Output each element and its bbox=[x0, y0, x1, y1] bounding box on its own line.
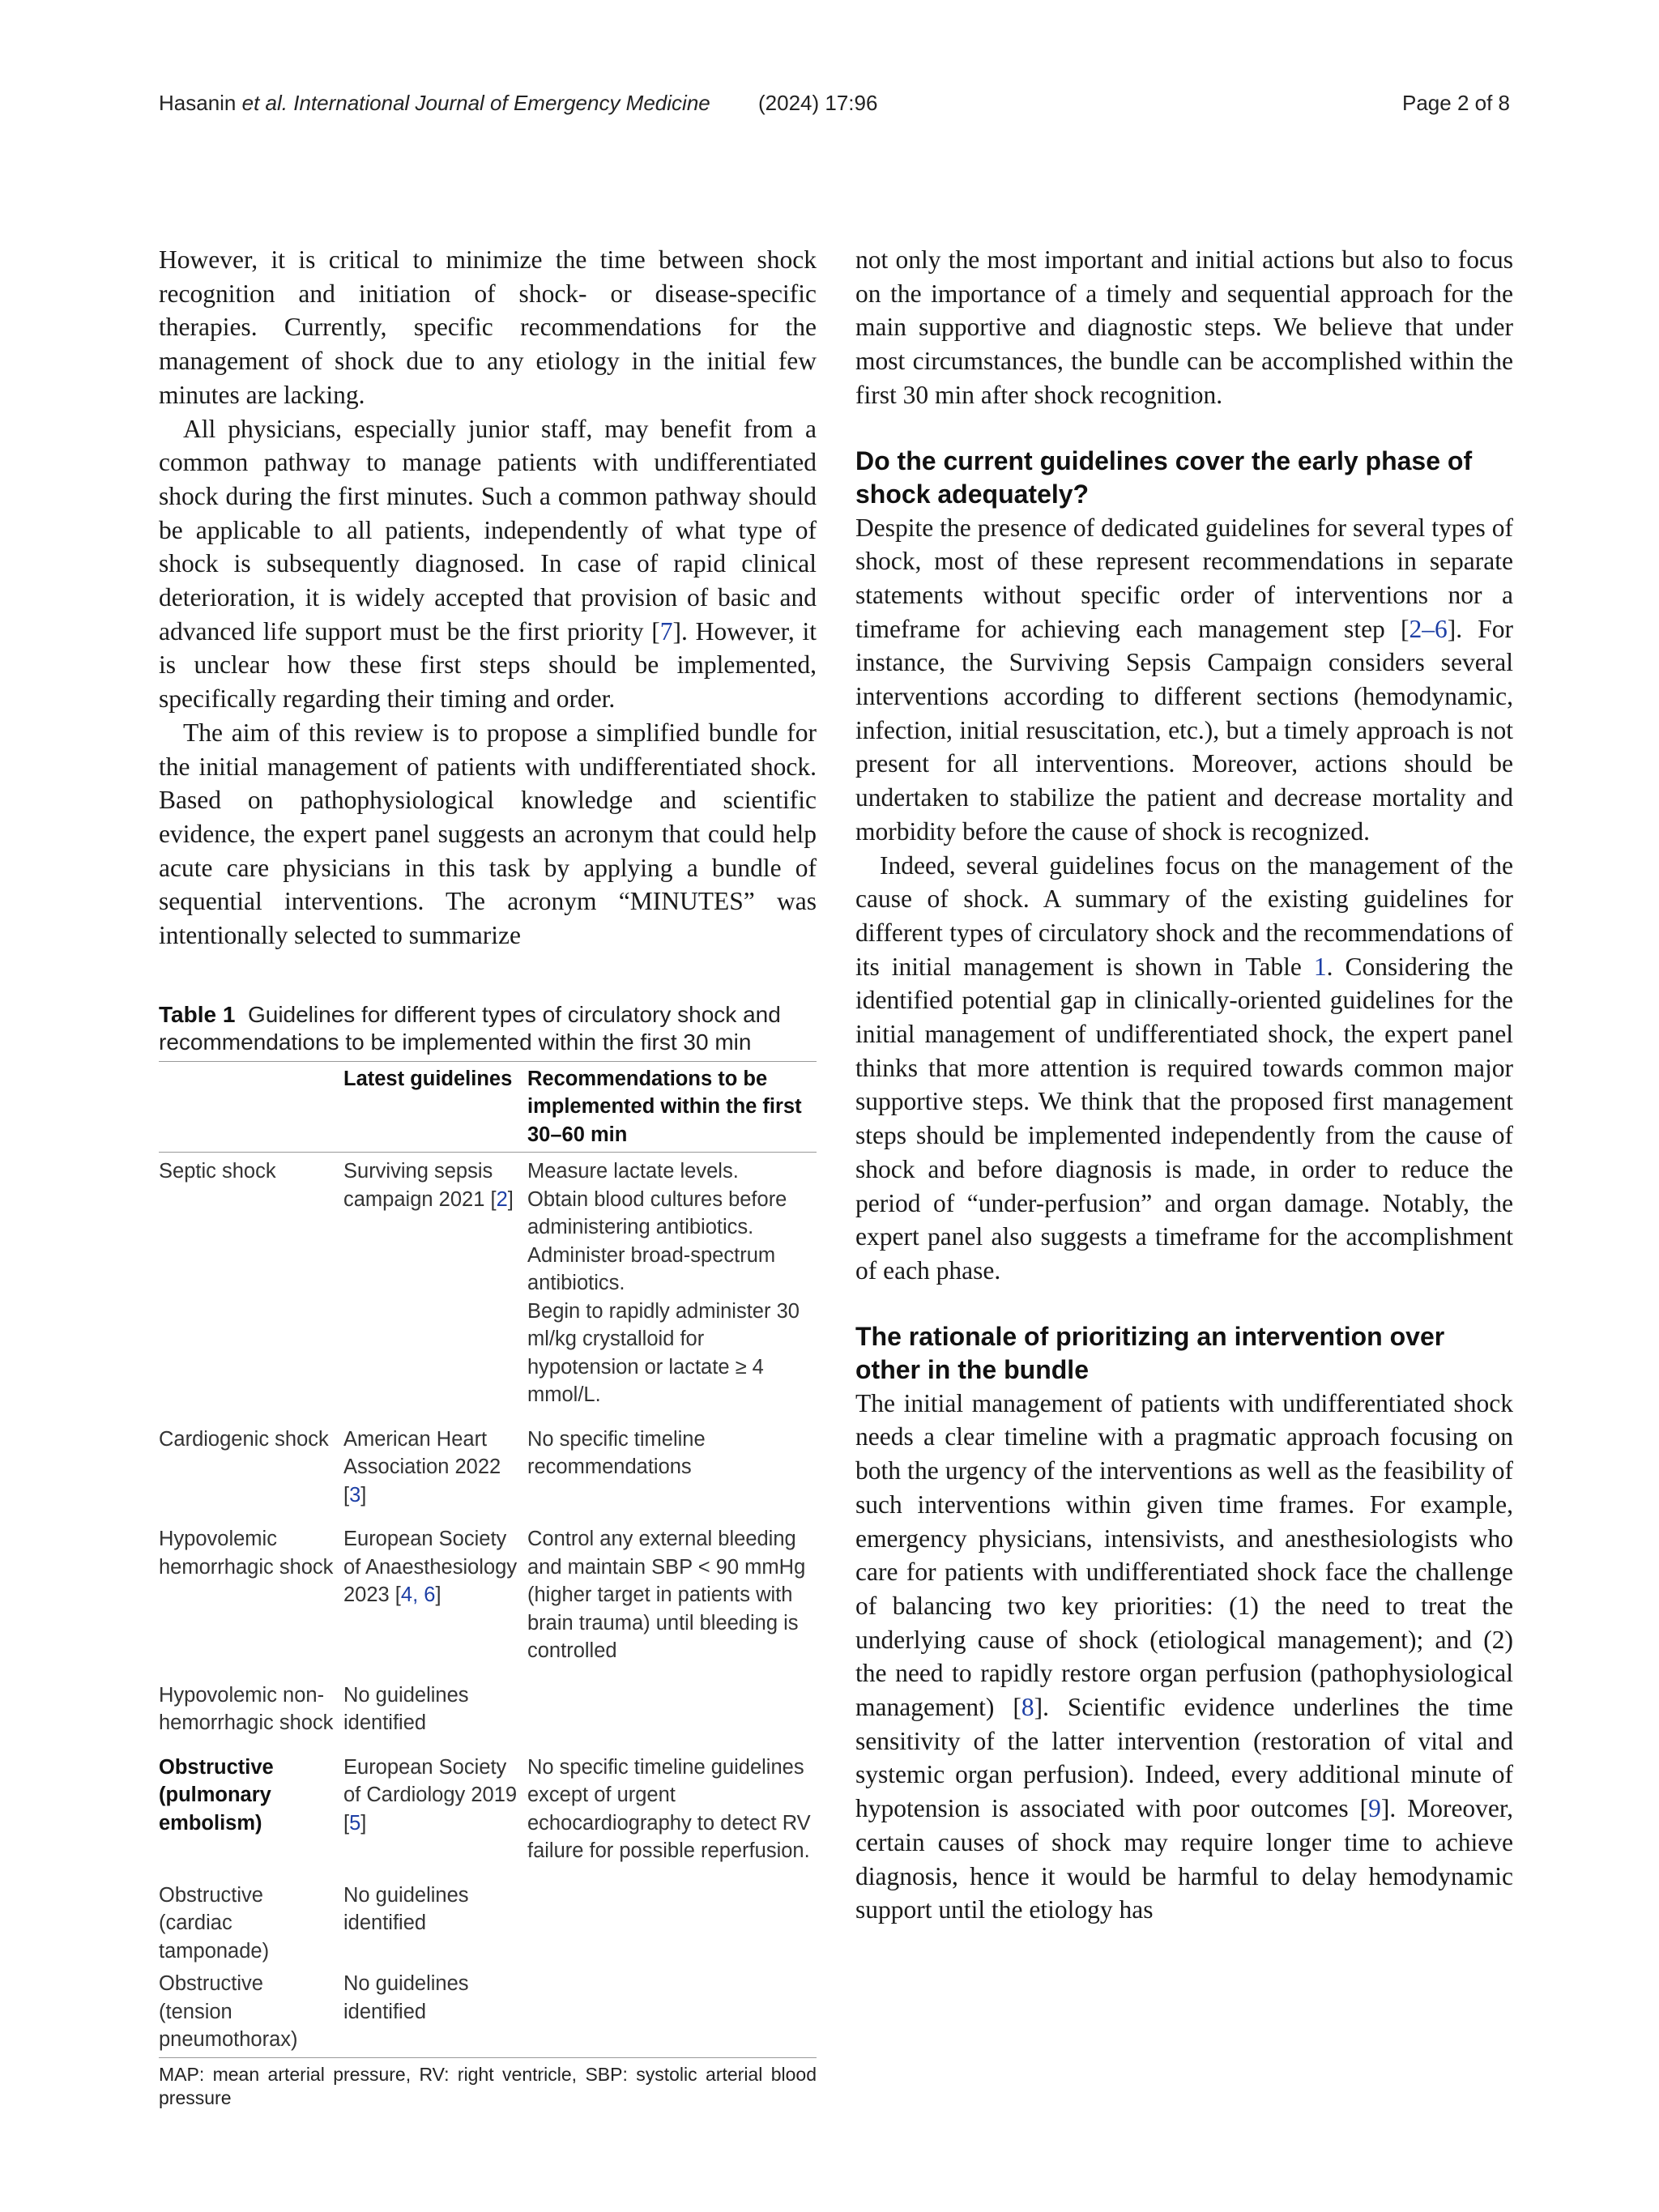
table-1 bbox=[159, 1001, 817, 2110]
header-page-number: Page 2 of 8 bbox=[1402, 91, 1510, 115]
paragraph-left-3: The aim of this review is to propose a simplified bundle for the initial management of patients with undifferentiated shock. Based on pathophysiological knowledge and scientific evidence, the expert panel suggests an acronym that could help acute care physicians in this task by applying a bundle of sequential interventions. The acronym “MINUTES” was intentionally selected to summarize bbox=[159, 718, 817, 950]
table-footnote: MAP: mean arterial pressure, RV: right ventricle, SBP: systolic arterial blood pressure bbox=[159, 2063, 817, 2108]
guideline-cell: American Heart Association 2022 [3] bbox=[343, 1427, 501, 1507]
paragraph-right-2: Despite the presence of dedicated guidelines for several types of shock, most of these represent recommendations in separate statements without specific order of interventions nor a timeframe for achieving each management step [2–6]. For instance, the Surviving Sepsis Campaign considers several interventions according to different sections (hemodynamic, infection, initial resuscitation, etc.), but a timely approach is not present for all interventions. Moreover, actions should be undertaken to stabilize the patient and decrease mortality and morbidity before the cause of shock is recognized. bbox=[855, 513, 1513, 846]
paragraph-right-1: not only the most important and initial actions but also to focus on the importance of a timely and sequential approach for the main supportive and diagnostic steps. We believe that under most circumstances, the bundle can be accomplished within the first 30 min after shock recognition. bbox=[855, 245, 1513, 409]
citation-link[interactable]: 5 bbox=[349, 1811, 361, 1835]
citation-link[interactable]: 7 bbox=[659, 616, 673, 646]
shock-type-cell: Obstructive (cardiac tamponade) bbox=[159, 1883, 270, 1963]
recommendation-cell bbox=[527, 1965, 817, 2057]
table-row bbox=[159, 1865, 817, 1966]
shock-type-cell: Obstructive (pulmonary embolism) bbox=[159, 1755, 274, 1835]
recommendation-cell: Measure lactate levels. Obtain blood cultures before administering antibiotics. Administer broad-spectrum antibiotics. Begin to rapidly administer 30 ml/kg crystalloid for hypotension or lactate ≥ 4 mmol/L. bbox=[527, 1160, 800, 1407]
running-header bbox=[159, 91, 1510, 126]
table-link[interactable]: 1 bbox=[1313, 952, 1327, 981]
citation-link[interactable]: 4, 6 bbox=[400, 1583, 436, 1607]
table-caption: Table 1 Guidelines for different types of circulatory shock and recommendations to be implemented within the first 30 min bbox=[159, 1001, 781, 1055]
citation-link[interactable]: 3 bbox=[349, 1483, 361, 1507]
guideline-cell: No guidelines identified bbox=[343, 1883, 469, 1935]
recommendation-cell: No specific timeline guidelines except of urgent echocardiography to detect RV failure for possible reperfusion. bbox=[527, 1755, 811, 1863]
header-year-volume: (2024) 17:96 bbox=[758, 91, 878, 115]
paragraph-left-1: However, it is critical to minimize the time between shock recognition and initiation of shock- or disease-specific therapies. Currently, specific recommendations for the management of shock due to any etiology in the initial few minutes are lacking. bbox=[159, 245, 817, 409]
shock-type-cell: Cardiogenic shock bbox=[159, 1427, 329, 1451]
guidelines-table bbox=[159, 1061, 817, 2058]
guideline-cell: No guidelines identified bbox=[343, 1965, 527, 2057]
table-row bbox=[159, 1737, 817, 1865]
table-header-cell: Latest guidelines bbox=[343, 1061, 527, 1153]
guideline-cell: No guidelines identified bbox=[343, 1683, 469, 1735]
right-column bbox=[855, 243, 1513, 1927]
guideline-cell: European Society of Anaesthesiology 2023 [4, 6] bbox=[343, 1528, 518, 1607]
recommendation-cell: Control any external bleeding and maintain SBP < 90 mmHg (higher target in patients with brain trauma) until bleeding is controlled bbox=[527, 1528, 806, 1663]
left-column bbox=[159, 243, 817, 2110]
table-header-cell: Recommendations to be implemented within the first 30–60 min bbox=[527, 1061, 817, 1153]
table-header-row bbox=[159, 1061, 817, 1153]
section-heading-guidelines: Do the current guidelines cover the early phase of shock adequately? bbox=[855, 445, 1473, 509]
paragraph-left-2: All physicians, especially junior staff, may benefit from a common pathway to manage patients with undifferentiated shock during the first minutes. Such a common pathway should be applicable to all patients, independently of what type of shock is subsequently diagnosed. In case of rapid clinical deterioration, it is widely accepted that provision of basic and advanced life support must be the first priority [7]. However, it is unclear how these first steps should be implemented, specifically regarding their timing and order. bbox=[159, 414, 817, 714]
recommendation-cell bbox=[527, 1865, 817, 1966]
table-row bbox=[159, 1665, 817, 1737]
shock-type-cell: Hypovolemic hemorrhagic shock bbox=[159, 1528, 334, 1579]
recommendation-cell: No specific timeline recommendations bbox=[527, 1427, 706, 1479]
shock-type-cell: Obstructive (tension pneumothorax) bbox=[159, 1965, 343, 2057]
citation-link[interactable]: 2–6 bbox=[1409, 614, 1448, 643]
guideline-cell: European Society of Cardiology 2019 [5] bbox=[343, 1755, 518, 1835]
table-header-cell bbox=[159, 1061, 343, 1153]
table-row bbox=[159, 1965, 817, 2057]
citation-link[interactable]: 2 bbox=[496, 1187, 508, 1211]
citation-link[interactable]: 9 bbox=[1368, 1794, 1381, 1823]
table-row bbox=[159, 1509, 817, 1665]
paragraph-right-3: Indeed, several guidelines focus on the management of the cause of shock. A summary of the existing guidelines for different types of circulatory shock and the recommendations of its initial management is shown in Table 1. Considering the identified potential gap in clinically-oriented guidelines for the initial management of undifferentiated shock, the expert panel thinks that more attention is required towards common major supportive steps. We think that the proposed first management steps should be implemented independently from the cause of shock and before diagnosis is made, in order to reduce the period of “under-perfusion” and organ damage. Notably, the expert panel also suggests a timeframe for the accomplishment of each phase. bbox=[855, 850, 1513, 1285]
section-heading-rationale: The rationale of prioritizing an intervention over other in the bundle bbox=[855, 1321, 1445, 1384]
shock-type-cell: Septic shock bbox=[159, 1160, 276, 1183]
guideline-cell: Surviving sepsis campaign 2021 [2] bbox=[343, 1160, 514, 1211]
shock-type-cell: Hypovolemic non-hemorrhagic shock bbox=[159, 1683, 334, 1735]
table-row bbox=[159, 1409, 817, 1510]
header-citation: Hasanin et al. International Journal of Emergency Medicine bbox=[159, 91, 710, 115]
paragraph-right-4: The initial management of patients with undifferentiated shock needs a clear timeline with a pragmatic approach focusing on both the urgency of the interventions as well as the feasibility of such interventions within given time frames. For example, emergency physicians, intensivists, and anesthesiologists who care for patients with undifferentiated shock face the challenge of balancing two key priorities: (1) the need to treat the underlying cause of shock (etiological management); and (2) the need to rapidly restore organ perfusion (pathophysiological management) [8]. Scientific evidence underlines the time sensitivity of the latter intervention (restoration of vital and systemic organ perfusion). Indeed, every additional minute of hypotension is associated with poor outcomes [9]. Moreover, certain causes of shock may require longer time to achieve diagnosis, hence it would be harmful to delay hemodynamic support until the etiology has bbox=[855, 1388, 1514, 1924]
citation-link[interactable]: 8 bbox=[1021, 1693, 1034, 1722]
recommendation-cell bbox=[527, 1665, 817, 1737]
table-row bbox=[159, 1153, 817, 1409]
